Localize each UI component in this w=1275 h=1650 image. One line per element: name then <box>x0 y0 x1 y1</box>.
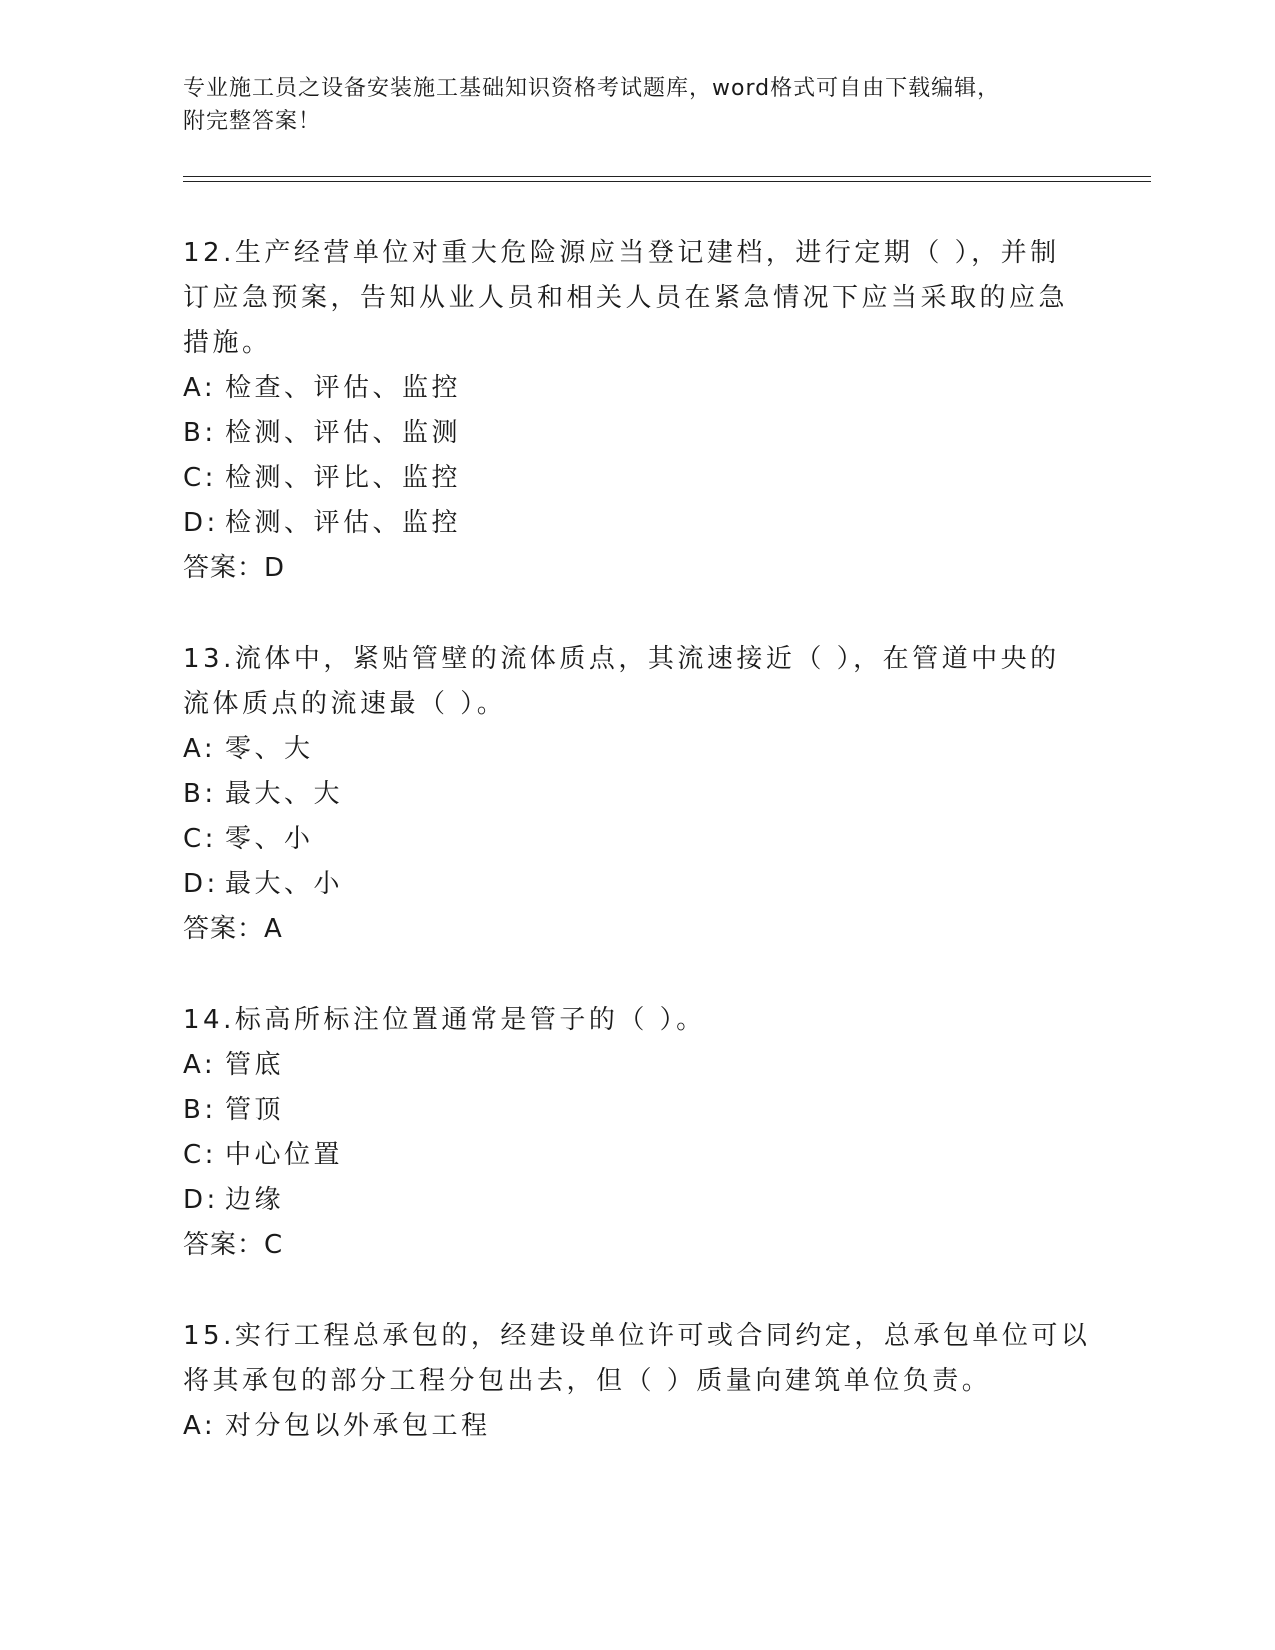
stem-line: 14.标高所标注位置通常是管子的（ ）。 <box>183 1005 706 1035</box>
option-text: 检查、评估、监控 <box>225 373 462 403</box>
option-text: 最大、大 <box>225 779 344 809</box>
question-15 <box>183 1314 1143 1449</box>
option-key: D: <box>183 1185 219 1215</box>
option-d <box>183 501 1143 546</box>
option-key: A: <box>183 1050 217 1080</box>
option-key: A: <box>183 1411 217 1441</box>
option-a <box>183 727 1143 772</box>
option-c <box>183 1133 1143 1178</box>
option-text: 管底 <box>225 1050 285 1080</box>
option-text: 零、大 <box>225 734 314 764</box>
option-key: A: <box>183 734 217 764</box>
stem-line: 将其承包的部分工程分包出去，但（ ）质量向建筑单位负责。 <box>183 1366 992 1396</box>
option-text: 管顶 <box>225 1095 285 1125</box>
answer-line: 答案：D <box>183 553 286 583</box>
question-stem <box>183 637 1143 727</box>
option-key: C: <box>183 463 217 493</box>
stem-line: 12.生产经营单位对重大危险源应当登记建档，进行定期（ ），并制 <box>183 238 1060 268</box>
question-stem <box>183 231 1143 366</box>
option-text: 检测、评估、监控 <box>225 508 462 538</box>
question-14 <box>183 998 1143 1268</box>
header-line-2: 附完整答案！ <box>183 109 322 134</box>
option-c <box>183 456 1143 501</box>
option-b <box>183 772 1143 817</box>
document-header <box>183 72 1143 138</box>
stem-line: 流体质点的流速最（ ）。 <box>183 689 507 719</box>
option-key: C: <box>183 824 217 854</box>
option-d <box>183 1178 1143 1223</box>
answer-line: 答案：C <box>183 1230 284 1260</box>
option-a <box>183 366 1143 411</box>
option-key: C: <box>183 1140 217 1170</box>
option-text: 最大、小 <box>225 869 344 899</box>
question-stem <box>183 998 1143 1043</box>
stem-line: 15.实行工程总承包的，经建设单位许可或合同约定，总承包单位可以 <box>183 1321 1091 1351</box>
option-b <box>183 411 1143 456</box>
option-key: D: <box>183 869 219 899</box>
question-list <box>183 231 1143 1495</box>
option-text: 对分包以外承包工程 <box>225 1411 491 1441</box>
header-divider <box>183 176 1151 182</box>
option-d <box>183 862 1143 907</box>
option-key: D: <box>183 508 219 538</box>
question-12 <box>183 231 1143 591</box>
question-stem <box>183 1314 1143 1404</box>
option-text: 零、小 <box>225 824 314 854</box>
option-a <box>183 1043 1143 1088</box>
question-13 <box>183 637 1143 952</box>
option-key: A: <box>183 373 217 403</box>
option-b <box>183 1088 1143 1133</box>
stem-line: 订应急预案，告知从业人员和相关人员在紧急情况下应当采取的应急 <box>183 283 1069 313</box>
option-text: 中心位置 <box>225 1140 344 1170</box>
option-c <box>183 817 1143 862</box>
header-line-1: 专业施工员之设备安装施工基础知识资格考试题库，word格式可自由下载编辑， <box>183 76 1001 101</box>
option-key: B: <box>183 1095 217 1125</box>
option-text: 检测、评估、监测 <box>225 418 462 448</box>
answer-line: 答案：A <box>183 914 283 944</box>
option-key: B: <box>183 779 217 809</box>
option-text: 边缘 <box>225 1185 285 1215</box>
option-a <box>183 1404 1143 1449</box>
option-text: 检测、评比、监控 <box>225 463 462 493</box>
stem-line: 措施。 <box>183 328 272 358</box>
stem-line: 13.流体中，紧贴管壁的流体质点，其流速接近（ ），在管道中央的 <box>183 644 1060 674</box>
option-key: B: <box>183 418 217 448</box>
